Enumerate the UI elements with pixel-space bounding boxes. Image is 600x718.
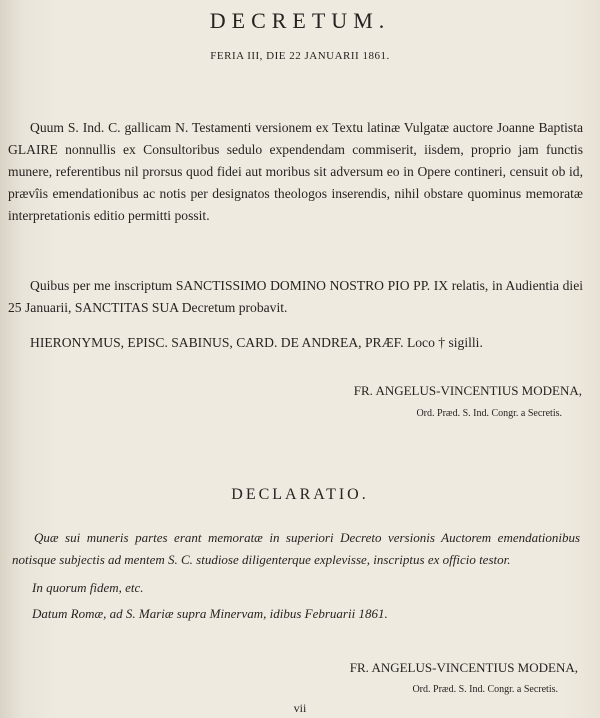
signatures-line: HIERONYMUS, EPISC. SABINUS, CARD. DE ANDREA, PRÆF. Loco † sigilli. — [30, 335, 483, 350]
decretum-dateline: FERIA III, DIE 22 JANUARII 1861. — [210, 50, 390, 62]
declaratio-signer-name: FR. ANGELUS-VINCENTIUS MODENA, — [349, 660, 578, 675]
page-number: vii — [293, 701, 307, 715]
declaratio-closing: In quorum fidem, etc. — [32, 580, 144, 595]
declaratio-signer-title: Ord. Præd. S. Ind. Congr. a Secretis. — [412, 684, 558, 695]
declaratio-date-place: Datum Romæ, ad S. Mariæ supra Minervam, idibus Februarii 1861. — [32, 606, 388, 621]
decretum-signer-title: Ord. Præd. S. Ind. Congr. a Secretis. — [416, 408, 562, 419]
declaratio-title: DECLARATIO. — [231, 486, 369, 503]
decretum-signer-name: FR. ANGELUS-VINCENTIUS MODENA, — [353, 383, 582, 398]
decretum-paragraph-1: Quum S. Ind. C. gallicam N. Testamenti versionem ex Textu latinæ Vulgatæ auctore Joanne Baptista GLAIRE nonnullis ex Consultoribus sedulo expendendam commiserit, iisdem, proprio jam functis munere, referentibus nil prorsus quod fidei aut moribus sit adversum eo in Opere contineri, censuit ob id, prævîis emendationibus ac notis per designatos theologos inserendis, nihil obstare quominus memoratæ interpretationis editio permitti possit. — [8, 120, 583, 223]
decretum-title: DECRETUM. — [209, 8, 391, 33]
decretum-paragraph-2: Quibus per me inscriptum SANCTISSIMO DOMINO NOSTRO PIO PP. IX relatis, in Audientia diei 25 Januarii, SANCTITAS SUA Decretum probavit. — [8, 278, 583, 315]
declaratio-paragraph: Quæ sui muneris partes erant memoratæ in superiori Decreto versionis Auctorem emendationibus notisque subjectis ad mentem S. C. studiose diligenterque explevisse, inscriptus ex officio testor. — [12, 530, 580, 567]
